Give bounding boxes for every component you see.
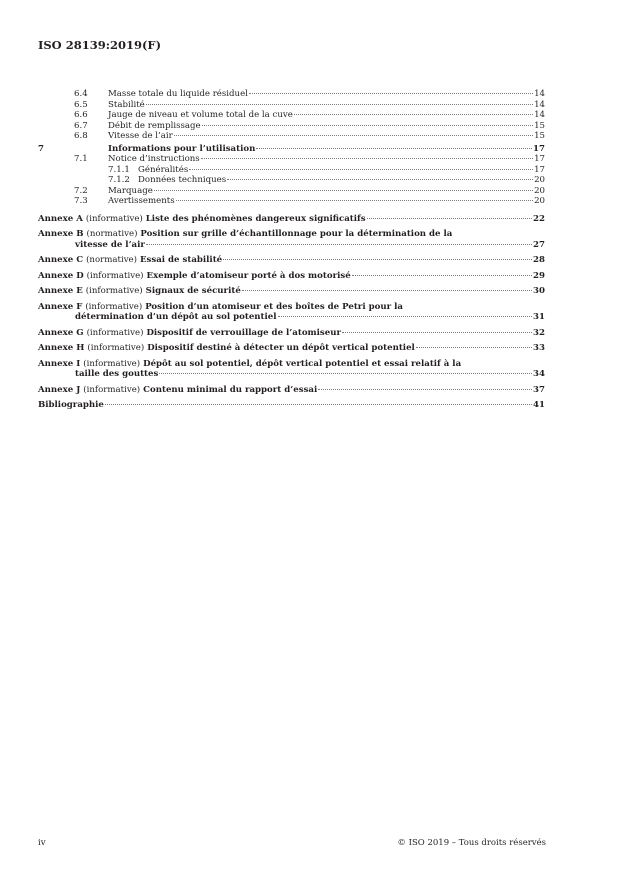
annex-title: Dépôt au sol potentiel, dépôt vertical potentiel et essai relatif à la [143, 358, 462, 369]
annex-title-cont: vitesse de l’air [75, 239, 145, 250]
annex-title: Position sur grille d’échantillonnage pour la détermination de la [140, 229, 453, 239]
dot-leader [189, 169, 533, 170]
toc-entry-6-6[interactable] [38, 110, 545, 121]
toc-number: 6.5 [74, 99, 88, 110]
annex-prefix: Annexe C [38, 255, 84, 265]
toc-entry-6-7[interactable] [38, 121, 545, 132]
toc-entry-7[interactable] [38, 144, 545, 155]
toc-annex-c[interactable] [38, 255, 545, 266]
annex-type: (informative) [85, 301, 143, 312]
dot-leader [342, 332, 532, 333]
toc-entry-6-8[interactable] [38, 131, 545, 142]
dot-leader [223, 259, 532, 260]
dot-leader [105, 404, 532, 405]
toc-number: 7.1.1 [108, 164, 130, 175]
toc-page: 28 [533, 255, 545, 265]
annex-prefix: Annexe D [38, 270, 84, 281]
annex-prefix: Annexe H [38, 343, 85, 353]
dot-leader [416, 347, 532, 348]
toc-page: 22 [533, 213, 545, 224]
annex-title: Signaux de sécurité [145, 286, 241, 296]
toc-label: Débit de remplissage [108, 120, 201, 131]
toc-label: Marquage [108, 185, 153, 196]
dot-leader [146, 104, 533, 105]
toc-page: 14 [534, 89, 545, 99]
toc-label: Bibliographie [38, 400, 104, 410]
toc-page: 17 [533, 143, 545, 154]
toc-annex-e[interactable] [38, 286, 545, 297]
dot-leader [278, 316, 533, 317]
toc-page: 15 [534, 131, 545, 141]
toc-page: 41 [533, 400, 545, 410]
toc-number: 6.6 [74, 110, 88, 120]
dot-leader [318, 389, 532, 390]
toc-page: 20 [534, 196, 545, 206]
toc-page: 34 [533, 369, 545, 379]
annex-title-cont: taille des gouttes [75, 369, 159, 379]
toc-entry-6-5[interactable] [38, 100, 545, 111]
toc-bibliography[interactable] [38, 400, 545, 411]
document-header: ISO 28139:2019(F) [38, 38, 162, 52]
toc-page: 14 [534, 110, 545, 120]
dot-leader [174, 135, 533, 136]
annex-title: Liste des phénomènes dangereux significatifs [145, 213, 366, 224]
annex-prefix: Annexe J [38, 384, 81, 395]
toc-page: 27 [533, 239, 545, 250]
annex-prefix: Annexe B [38, 229, 84, 239]
toc-annex-d[interactable] [38, 271, 545, 282]
table-of-contents [38, 89, 545, 411]
toc-annex-g[interactable] [38, 328, 545, 339]
toc-label: Jauge de niveau et volume total de la cuve [108, 110, 293, 120]
toc-entry-7-1-2[interactable] [38, 175, 545, 186]
annex-type: (informative) [83, 358, 141, 369]
toc-label: Informations pour l’utilisation [108, 143, 256, 154]
dot-leader [202, 125, 533, 126]
page-number: iv [38, 838, 46, 848]
annex-type: (informative) [87, 343, 145, 353]
toc-page: 14 [534, 99, 545, 110]
toc-label: Stabilité [108, 99, 145, 110]
toc-label: Avertissements [108, 196, 175, 206]
toc-number: 7.1 [74, 154, 88, 164]
toc-entry-7-1-1[interactable] [38, 165, 545, 176]
annex-title: Dispositif de verrouillage de l’atomiseur [146, 327, 341, 338]
toc-page: 20 [534, 175, 545, 185]
dot-leader [201, 158, 533, 159]
toc-entry-7-3[interactable] [38, 196, 545, 207]
annex-prefix: Annexe A [38, 213, 83, 224]
annex-type: (informative) [83, 384, 141, 395]
toc-number: 7.3 [74, 196, 88, 206]
annex-type: (informative) [85, 286, 143, 296]
toc-annex-f[interactable] [38, 302, 545, 323]
toc-number: 6.8 [74, 131, 88, 141]
dot-leader [256, 148, 532, 149]
toc-number: 7 [38, 143, 44, 154]
toc-number: 7.1.2 [108, 175, 130, 185]
annex-title-cont: détermination d’un dépôt au sol potentiel [75, 312, 277, 322]
toc-page: 17 [534, 154, 545, 164]
toc-label: Masse totale du liquide résiduel [108, 89, 248, 99]
dot-leader [367, 218, 532, 219]
toc-number: 6.7 [74, 120, 88, 131]
annex-type: (informative) [86, 270, 144, 281]
annex-title: Dispositif destiné à détecter un dépôt vertical potentiel [147, 343, 415, 353]
toc-annex-h[interactable] [38, 343, 545, 354]
toc-entry-6-4[interactable] [38, 89, 545, 100]
dot-leader [176, 200, 533, 201]
dot-leader [249, 93, 533, 94]
annex-title: Essai de stabilité [140, 255, 223, 265]
toc-entry-7-1[interactable] [38, 154, 545, 165]
toc-label: Généralités [138, 164, 189, 175]
toc-entry-7-2[interactable] [38, 186, 545, 197]
dot-leader [352, 275, 532, 276]
annex-type: (informative) [85, 213, 143, 224]
toc-label: Notice d’instructions [108, 154, 200, 164]
annex-type: (informative) [86, 327, 144, 338]
dot-leader [154, 190, 533, 191]
toc-page: 30 [533, 286, 545, 296]
annex-title: Position d’un atomiseur et des boîtes de Petri pour la [145, 301, 403, 312]
toc-page: 37 [533, 384, 545, 395]
annex-prefix: Annexe F [38, 301, 83, 312]
copyright-notice: © ISO 2019 – Tous droits réservés [397, 838, 546, 848]
dot-leader [159, 373, 532, 374]
toc-label: Vitesse de l’air [108, 131, 173, 141]
toc-page: 33 [533, 343, 545, 353]
annex-prefix: Annexe G [38, 327, 84, 338]
toc-annex-i[interactable] [38, 359, 545, 380]
toc-number: 6.4 [74, 89, 88, 99]
toc-annex-b[interactable] [38, 229, 545, 250]
toc-number: 7.2 [74, 185, 88, 196]
annex-title: Contenu minimal du rapport d’essai [143, 384, 318, 395]
annex-title: Exemple d’atomiseur porté à dos motorisé [146, 270, 351, 281]
annex-type: (normative) [86, 229, 138, 239]
toc-page: 32 [533, 327, 545, 338]
dot-leader [294, 114, 533, 115]
dot-leader [227, 179, 533, 180]
toc-page: 15 [534, 120, 545, 131]
toc-page: 17 [534, 164, 545, 175]
toc-label: Données techniques [138, 175, 227, 185]
annex-prefix: Annexe E [38, 286, 83, 296]
annex-type: (normative) [86, 255, 137, 265]
toc-page: 29 [533, 270, 545, 281]
dot-leader [146, 244, 532, 245]
dot-leader [242, 290, 532, 291]
toc-annex-j[interactable] [38, 385, 545, 396]
annex-prefix: Annexe I [38, 358, 81, 369]
toc-annex-a[interactable] [38, 214, 545, 225]
toc-page: 31 [533, 312, 545, 322]
toc-page: 20 [534, 185, 545, 196]
